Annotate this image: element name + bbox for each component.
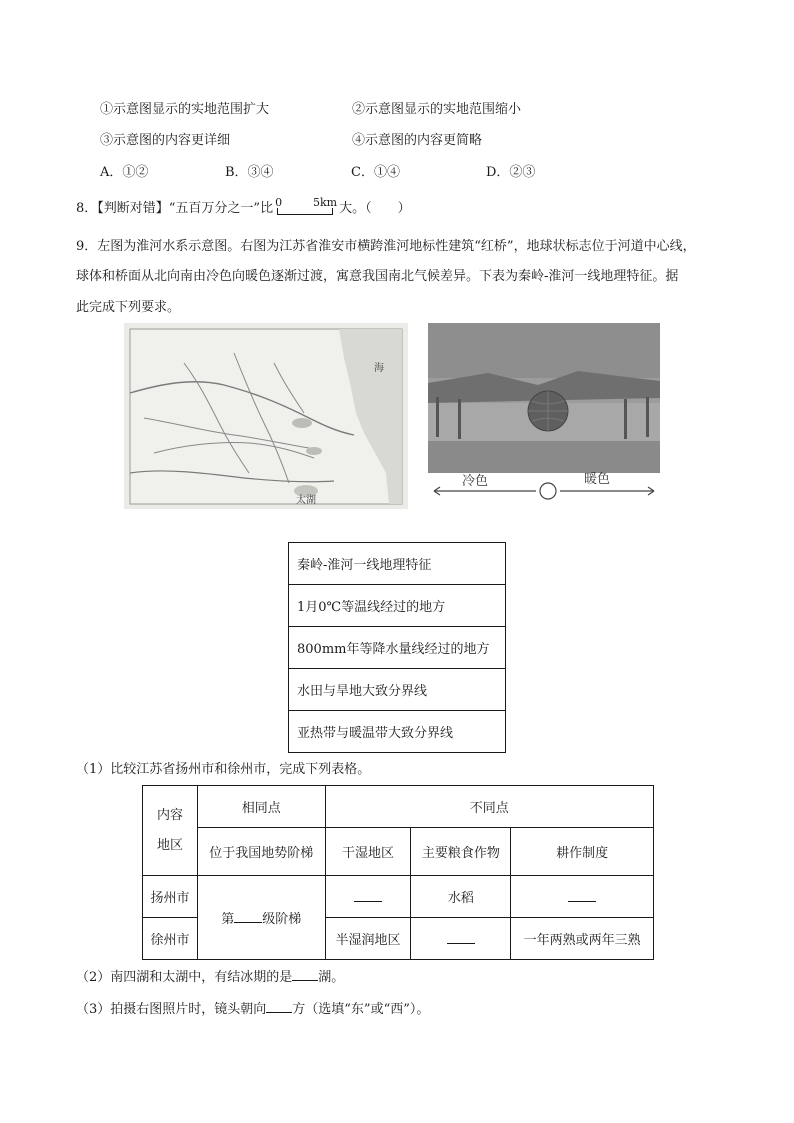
city-comparison-table [142,785,654,960]
yangzhou-label: 扬州市 [143,876,198,918]
question-8-suffix: 大。（ ） [339,201,411,216]
feature-climate-zone: 亚热带与暖温带大致分界线 [289,711,506,753]
option-4: ④示意图的内容更简略 [352,133,483,148]
terrain-step-header: 位于我国地势阶梯 [197,828,325,876]
question-9-line-3: 此完成下列要求。 [76,300,181,315]
feature-isotherm: 1月0℃等温线经过的地方 [289,585,506,627]
huai-river-map [124,323,408,509]
table-row [143,876,654,918]
choice-d: D．②③ [486,165,536,180]
feature-isohyet: 800mm年等降水量线经过的地方 [289,627,506,669]
red-bridge-photo [428,323,660,509]
humidity-region-header: 干湿地区 [325,828,411,876]
yangzhou-crop: 水稻 [411,876,511,918]
sub-question-2-suffix: 湖。 [318,970,345,985]
terrain-prefix: 第 [221,912,235,927]
feature-title: 秦岭-淮河一线地理特征 [289,543,506,585]
question-8-prefix: 8．【判断对错】“五百万分之一”比 [76,201,274,216]
question-9-line-2: 球体和桥面从北向南由冷色向暖色逐渐过渡，寓意我国南北气候差异。下表为秦岭-淮河一线地理特征。据 [76,269,679,284]
table-row [289,669,506,711]
sub-question-3-prefix: （3）拍摄右图照片时，镜头朝向 [76,1002,267,1017]
corner-cell [143,786,198,876]
sub-question-1: （1）比较江苏省扬州市和徐州市，完成下列表格。 [76,762,371,777]
farming-system-header: 耕作制度 [511,828,654,876]
yangzhou-humidity-cell [325,876,411,918]
option-2: ②示意图显示的实地范围缩小 [352,102,522,117]
same-point-header: 相同点 [197,786,325,828]
yangzhou-farming-cell [511,876,654,918]
sub-question-2-prefix: （2）南四湖和太湖中，有结冰期的是 [76,970,293,985]
frozen-lake-blank[interactable] [292,966,318,981]
yangzhou-farming-blank[interactable] [568,887,596,902]
sea-label: 海 [374,363,384,374]
table-row [289,585,506,627]
option-3: ③示意图的内容更详细 [100,133,231,148]
xuzhou-crop-blank[interactable] [447,929,475,944]
question-9-line-1: 9．左图为淮河水系示意图。右图为江苏省淮安市横跨淮河地标性建筑“红桥”，地球状标志位于河道中心线， [76,239,696,254]
xuzhou-label: 徐州市 [143,918,198,960]
camera-direction-blank[interactable] [266,998,292,1013]
table-row [289,711,506,753]
xuzhou-humidity: 半湿润地区 [325,918,411,960]
corner-top-label: 内容 [156,807,183,823]
sub-question-3 [76,998,429,1020]
taihu-label: 太湖 [296,495,316,506]
scale-start-label: 0 [275,196,283,209]
feature-paddy-dry: 水田与旱地大致分界线 [289,669,506,711]
scale-end-label: 5km [312,196,338,209]
option-1: ①示意图显示的实地范围扩大 [100,102,270,117]
xuzhou-crop-cell [411,918,511,960]
terrain-step-blank[interactable] [234,908,262,923]
cold-color-label: 冷色 [462,474,489,489]
qinling-huaihe-feature-table [288,542,506,753]
table-row [289,627,506,669]
choice-a: A．①② [100,165,149,180]
sub-question-2 [76,966,344,988]
table-row [289,543,506,585]
terrain-suffix: 级阶梯 [262,912,302,927]
question-8 [76,196,411,219]
difference-header: 不同点 [325,786,653,828]
xuzhou-farming: 一年两熟或两年三熟 [511,918,654,960]
terrain-step-answer [197,876,325,960]
choice-b: B．③④ [225,165,274,180]
yangzhou-humidity-blank[interactable] [354,887,382,902]
choice-c: C．①④ [351,165,400,180]
sub-question-3-suffix: 方（选填“东”或“西”）。 [292,1002,430,1017]
main-crop-header: 主要粮食作物 [411,828,511,876]
line-scale [275,196,338,219]
corner-bottom-label: 地区 [156,837,183,853]
warm-color-label: 暖色 [584,472,611,487]
